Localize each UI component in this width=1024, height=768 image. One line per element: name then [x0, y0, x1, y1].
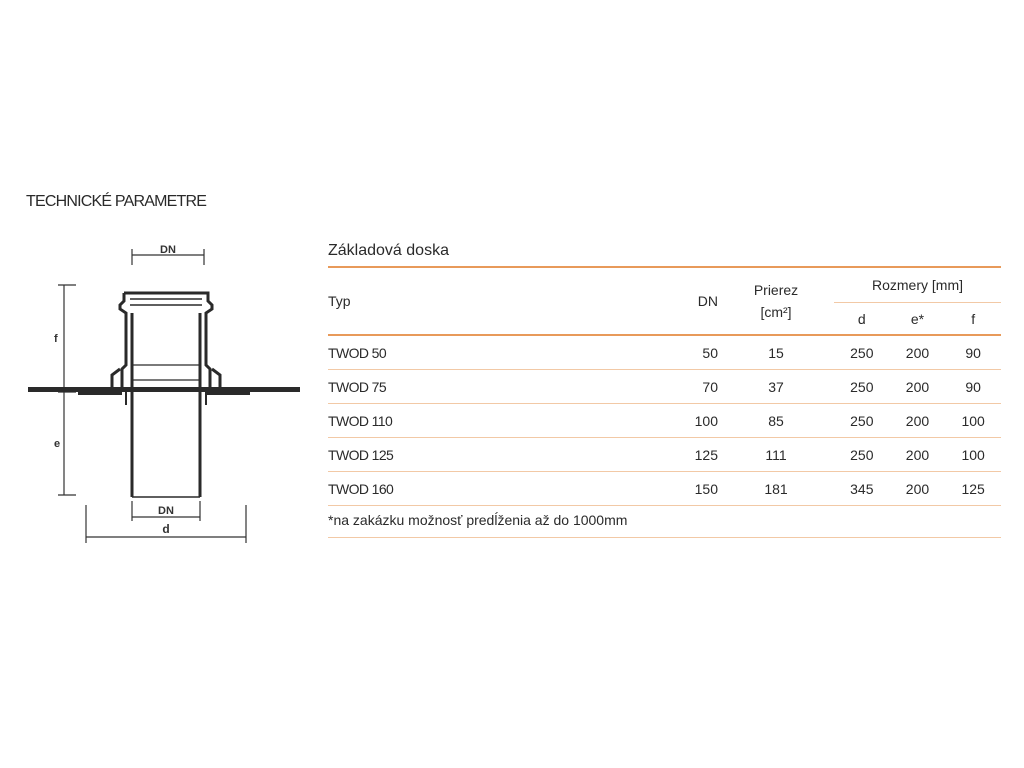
header-f: f [945, 303, 1001, 336]
cell-e: 200 [890, 335, 946, 370]
cell-d: 250 [834, 438, 890, 472]
cell-d: 250 [834, 335, 890, 370]
f-label: f [54, 333, 58, 345]
cell-typ: TWOD 125 [328, 438, 558, 472]
cell-f: 90 [945, 335, 1001, 370]
cell-d: 250 [834, 404, 890, 438]
cell-e: 200 [890, 404, 946, 438]
dn-bottom-label: DN [158, 505, 174, 517]
cell-e: 200 [890, 472, 946, 506]
cell-prierez: 181 [718, 472, 834, 506]
cell-e: 200 [890, 370, 946, 404]
base-plate [28, 387, 300, 395]
table-row [328, 438, 1001, 472]
parameters-table [328, 266, 1001, 506]
d-label: d [162, 522, 170, 536]
header-e: e* [890, 303, 946, 336]
footnote: *na zakázku možnosť predĺženia až do 1000mm [328, 504, 1001, 538]
cell-prierez: 15 [718, 335, 834, 370]
cell-typ: TWOD 50 [328, 335, 558, 370]
section-title: TECHNICKÉ PARAMETRE [26, 193, 207, 210]
cell-d: 250 [834, 370, 890, 404]
cell-dn: 150 [558, 472, 718, 506]
cell-f: 90 [945, 370, 1001, 404]
header-rozmery: Rozmery [mm] [834, 267, 1001, 303]
header-prierez-unit: [cm²] [760, 304, 792, 320]
cell-f: 100 [945, 438, 1001, 472]
cell-d: 345 [834, 472, 890, 506]
pipe-technical-drawing [20, 235, 310, 555]
header-prierez [718, 267, 834, 335]
cell-typ: TWOD 160 [328, 472, 558, 506]
cell-prierez: 111 [718, 438, 834, 472]
table-row [328, 472, 1001, 506]
table-title: Základová doska [328, 242, 449, 259]
cell-dn: 70 [558, 370, 718, 404]
cell-f: 100 [945, 404, 1001, 438]
table-row [328, 335, 1001, 370]
dn-top-label: DN [160, 244, 176, 256]
header-dn: DN [558, 267, 718, 335]
cell-e: 200 [890, 438, 946, 472]
header-typ: Typ [328, 267, 558, 335]
cell-typ: TWOD 75 [328, 370, 558, 404]
header-prierez-label: Prierez [753, 282, 799, 298]
cell-f: 125 [945, 472, 1001, 506]
e-label: e [54, 438, 61, 450]
pipe-body [112, 293, 220, 497]
header-d: d [834, 303, 890, 336]
cell-prierez: 37 [718, 370, 834, 404]
table-row [328, 370, 1001, 404]
cell-prierez: 85 [718, 404, 834, 438]
cell-typ: TWOD 110 [328, 404, 558, 438]
table-row [328, 404, 1001, 438]
cell-dn: 100 [558, 404, 718, 438]
cell-dn: 50 [558, 335, 718, 370]
cell-dn: 125 [558, 438, 718, 472]
